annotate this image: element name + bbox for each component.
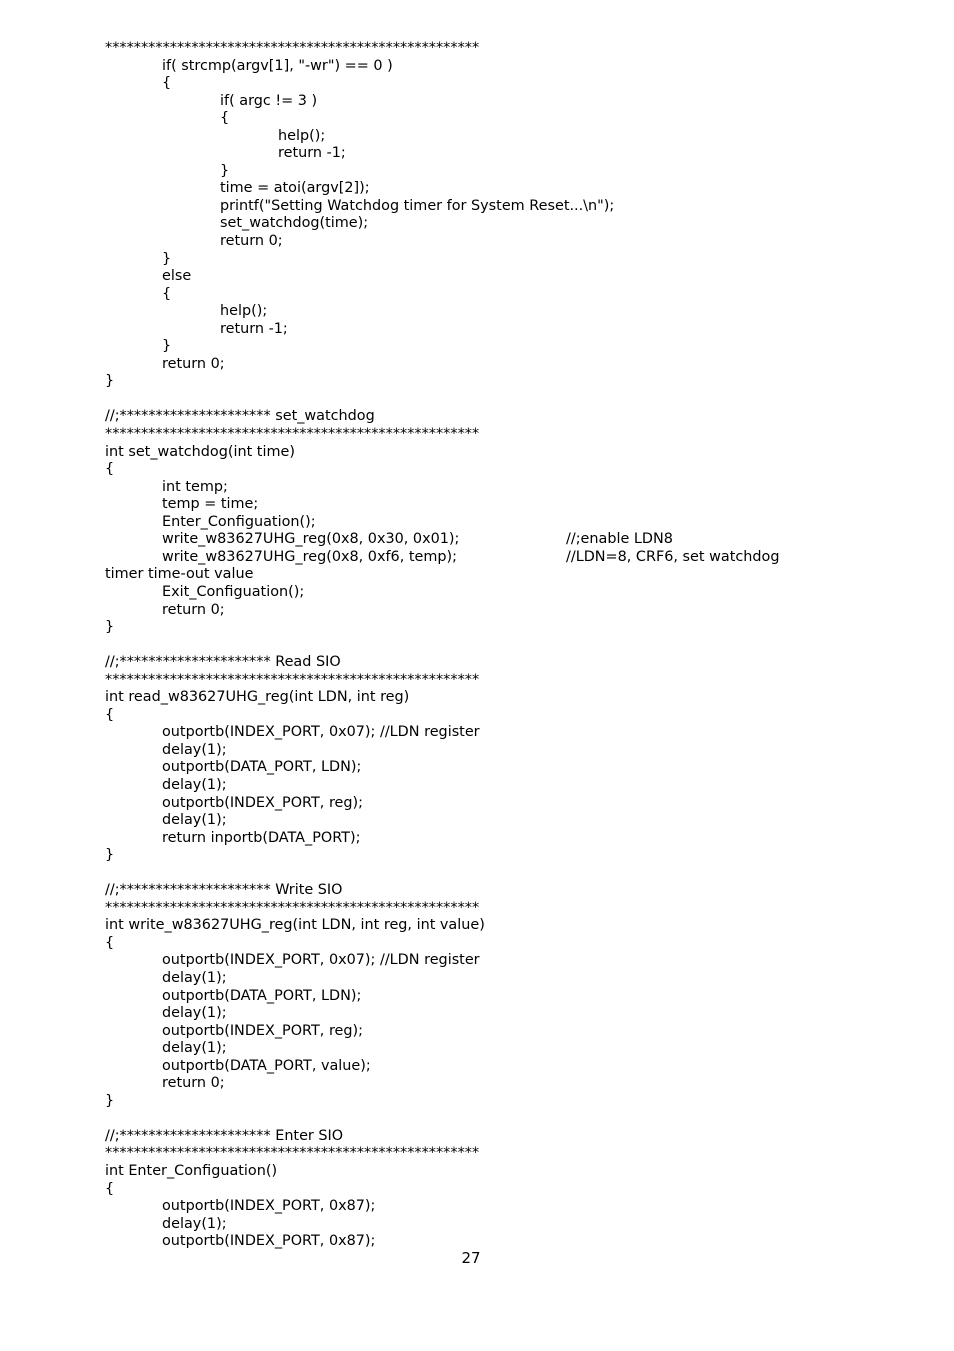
code-text: //;********************* set_watchdog — [105, 408, 375, 425]
code-line — [105, 321, 925, 339]
code-text: outportb(INDEX_PORT, 0x87); — [162, 1233, 376, 1250]
code-line — [105, 444, 925, 462]
code-line — [105, 58, 925, 76]
code-line — [105, 1110, 925, 1128]
code-text: delay(1); — [162, 1215, 227, 1232]
code-text: int Enter_Configuation() — [105, 1163, 278, 1179]
code-text: //;********************* Enter SIO — [105, 1127, 344, 1144]
code-text: outportb(INDEX_PORT, 0x87); — [162, 1198, 376, 1215]
code-text: outportb(INDEX_PORT, 0x07); //LDN register — [162, 952, 480, 969]
code-text: } — [162, 338, 172, 355]
code-line — [105, 1163, 925, 1181]
code-line — [105, 1040, 925, 1058]
code-text: help(); — [278, 127, 326, 144]
code-text: int set_watchdog(int time) — [105, 443, 295, 460]
code-line — [105, 1145, 925, 1163]
code-line — [105, 496, 925, 514]
code-line — [105, 268, 925, 286]
code-text: return -1; — [220, 320, 288, 337]
code-text: { — [162, 75, 172, 92]
code-line — [105, 1058, 925, 1076]
code-text: return inportb(DATA_PORT); — [162, 829, 361, 846]
code-text: **************************************************** — [105, 1145, 480, 1162]
code-line — [105, 970, 925, 988]
code-line — [105, 865, 925, 883]
code-line — [105, 988, 925, 1006]
code-text: outportb(DATA_PORT, value); — [162, 1057, 371, 1074]
code-line — [105, 672, 925, 690]
code-line — [105, 759, 925, 777]
code-text: outportb(INDEX_PORT, 0x07); //LDN register — [162, 724, 480, 741]
code-text: Enter_Configuation(); — [162, 513, 316, 530]
code-line — [105, 163, 925, 181]
code-text: { — [105, 706, 115, 723]
code-text: { — [105, 461, 115, 478]
code-text: delay(1); — [162, 812, 227, 829]
code-line — [105, 461, 925, 479]
code-line — [105, 847, 925, 865]
code-text: return 0; — [220, 233, 283, 250]
code-line — [105, 531, 925, 549]
code-text: delay(1); — [162, 741, 227, 758]
code-text: printf("Setting Watchdog timer for System Reset...\n"); — [220, 197, 615, 214]
code-line — [105, 215, 925, 233]
code-line — [105, 75, 925, 93]
code-text: //;********************* Read SIO — [105, 654, 341, 671]
code-text: } — [220, 162, 230, 179]
code-text: **************************************************** — [105, 426, 480, 443]
code-line — [105, 479, 925, 497]
code-line — [105, 514, 925, 532]
code-line — [105, 654, 925, 672]
code-text: int write_w83627UHG_reg(int LDN, int reg, int value) — [105, 917, 485, 934]
code-line — [105, 619, 925, 637]
code-text: timer time-out value — [105, 566, 254, 583]
code-line — [105, 198, 925, 216]
code-line — [105, 180, 925, 198]
code-line — [105, 1198, 925, 1216]
code-text: } — [105, 373, 115, 390]
code-line — [105, 338, 925, 356]
code-text: //;********************* Write SIO — [105, 882, 343, 899]
code-text: } — [105, 847, 115, 864]
code-line — [105, 602, 925, 620]
code-text: else — [162, 268, 192, 285]
code-line — [105, 812, 925, 830]
code-text: if( argc != 3 ) — [220, 92, 318, 109]
code-line — [105, 1093, 925, 1111]
code-text: return 0; — [162, 355, 225, 372]
code-line — [105, 373, 925, 391]
code-text: write_w83627UHG_reg(0x8, 0x30, 0x01); — [162, 531, 460, 548]
code-text: { — [162, 285, 172, 302]
code-text: Exit_Configuation(); — [162, 583, 305, 600]
code-line — [105, 286, 925, 304]
code-text: **************************************************** — [105, 671, 480, 688]
code-line — [105, 917, 925, 935]
code-line — [105, 689, 925, 707]
code-comment: //;enable LDN8 — [566, 531, 673, 548]
code-text: help(); — [220, 303, 268, 320]
code-line — [105, 233, 925, 251]
code-line — [105, 1181, 925, 1199]
code-line — [105, 900, 925, 918]
code-text: } — [105, 1092, 115, 1109]
code-listing — [105, 40, 925, 1251]
code-line — [105, 566, 925, 584]
code-text: { — [220, 110, 230, 127]
code-line — [105, 742, 925, 760]
code-text: outportb(DATA_PORT, LDN); — [162, 987, 362, 1004]
code-text: return 0; — [162, 601, 225, 618]
code-text: write_w83627UHG_reg(0x8, 0xf6, temp); — [162, 548, 457, 565]
code-text: delay(1); — [162, 1005, 227, 1022]
code-text: delay(1); — [162, 1040, 227, 1057]
code-text: if( strcmp(argv[1], "-wr") == 0 ) — [162, 57, 393, 74]
code-line — [105, 549, 925, 567]
code-line — [105, 637, 925, 655]
code-text: } — [162, 250, 172, 267]
code-line — [105, 952, 925, 970]
code-comment: //LDN=8, CRF6, set watchdog — [566, 548, 780, 565]
code-line — [105, 391, 925, 409]
code-text: **************************************************** — [105, 40, 480, 56]
code-line — [105, 707, 925, 725]
code-text: int temp; — [162, 478, 228, 495]
code-line — [105, 777, 925, 795]
code-line — [105, 110, 925, 128]
page-number: 27 — [461, 1249, 481, 1267]
code-text: return 0; — [162, 1075, 225, 1092]
code-line — [105, 935, 925, 953]
code-line — [105, 40, 925, 58]
code-text: delay(1); — [162, 776, 227, 793]
code-line — [105, 882, 925, 900]
code-text: outportb(INDEX_PORT, reg); — [162, 794, 363, 811]
code-text: } — [105, 619, 115, 636]
code-line — [105, 251, 925, 269]
code-line — [105, 303, 925, 321]
code-text: outportb(DATA_PORT, LDN); — [162, 759, 362, 776]
code-text: time = atoi(argv[2]); — [220, 180, 370, 197]
code-text: { — [105, 934, 115, 951]
code-text: return -1; — [278, 145, 346, 162]
code-text: set_watchdog(time); — [220, 215, 369, 232]
code-line — [105, 93, 925, 111]
code-text: delay(1); — [162, 969, 227, 986]
code-line — [105, 145, 925, 163]
code-line — [105, 408, 925, 426]
code-line — [105, 356, 925, 374]
code-line — [105, 1023, 925, 1041]
code-line — [105, 426, 925, 444]
code-line — [105, 1005, 925, 1023]
code-line — [105, 1075, 925, 1093]
code-line — [105, 1216, 925, 1234]
code-line — [105, 830, 925, 848]
code-text: int read_w83627UHG_reg(int LDN, int reg) — [105, 689, 410, 706]
code-text: { — [105, 1180, 115, 1197]
code-text: outportb(INDEX_PORT, reg); — [162, 1022, 363, 1039]
code-line — [105, 1128, 925, 1146]
code-line — [105, 724, 925, 742]
code-line — [105, 795, 925, 813]
code-text: **************************************************** — [105, 899, 480, 916]
code-text: temp = time; — [162, 496, 259, 513]
code-line — [105, 584, 925, 602]
code-line — [105, 128, 925, 146]
